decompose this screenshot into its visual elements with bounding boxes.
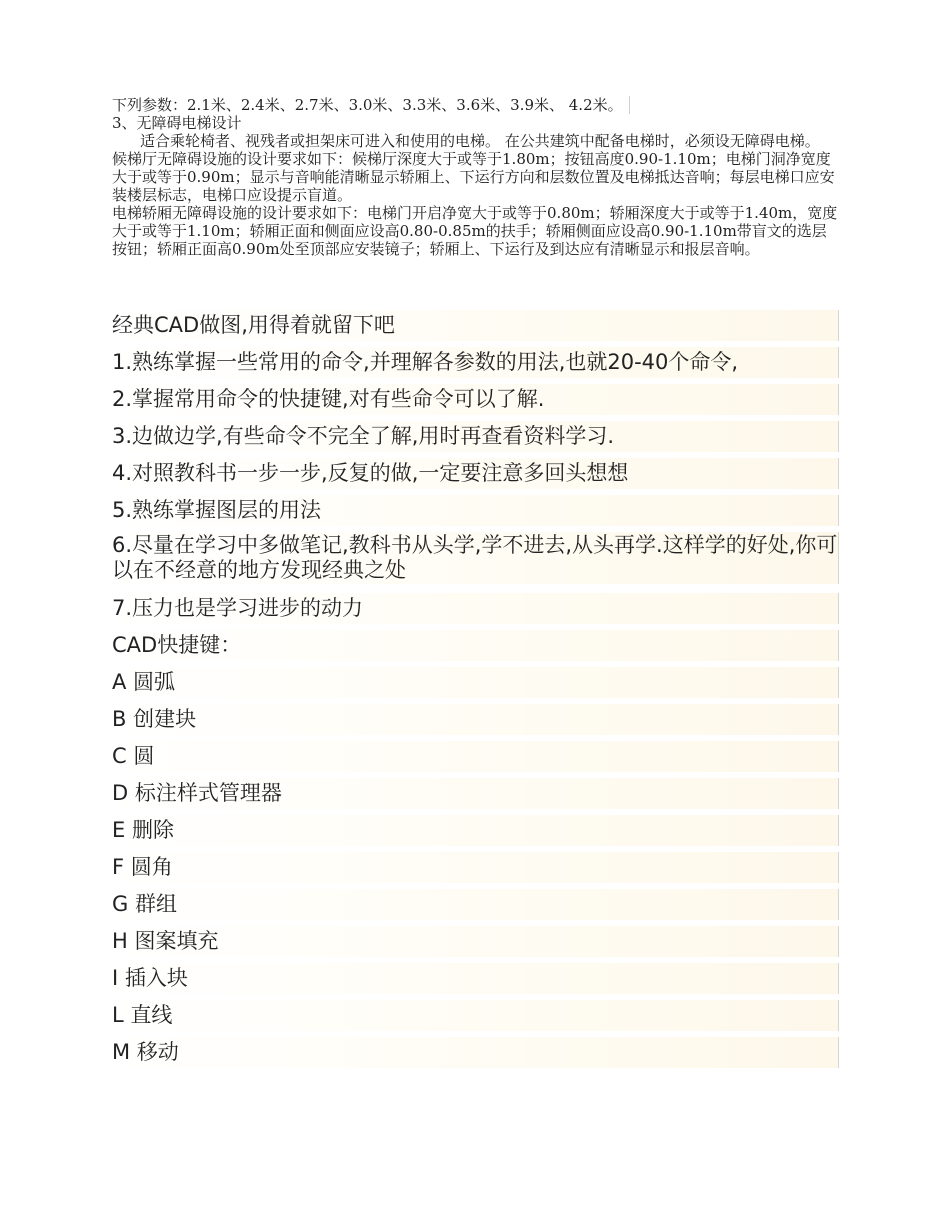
tip-item: 7.压力也是学习进步的动力	[110, 593, 839, 624]
shortcut-heading: CAD快捷键：	[110, 630, 839, 661]
cad-tips-list	[0, 310, 950, 1074]
tip-item: 2.掌握常用命令的快捷键,对有些命令可以了解.	[110, 384, 839, 415]
section-heading: 3、无障碍电梯设计	[112, 114, 242, 132]
shortcut-item: B 创建块	[110, 704, 839, 735]
tip-item: 4.对照教科书一步一步,反复的做,一定要注意多回头想想	[110, 458, 839, 489]
tip-item: 6.尽量在学习中多做笔记,教科书从头学,学不进去,从头再学.这样学的好处,你可以在不经意的地方发现经典之处	[112, 533, 838, 582]
paragraph-elevator-car: 电梯轿厢无障碍设施的设计要求如下：电梯门开启净宽大于或等于0.80m；轿厢深度大于或等于1.40m，宽度大于或等于1.10m；轿厢正面和侧面应设高0.80-0.85m的扶手；轿厢侧面应设高0.90-1.10m带盲文的选层按钮；轿厢正面高0.90m处至顶部应安装镜子；轿厢上、下运行及到达应有清晰显示和报层音响。	[112, 204, 838, 258]
tip-item: 3.边做边学,有些命令不完全了解,用时再查看资料学习.	[110, 421, 839, 452]
elevator-section	[112, 96, 840, 258]
paragraph-accessible-elevator: 适合乘轮椅者、视残者或担架床可进入和使用的电梯。 在公共建筑中配备电梯时，必须设无障碍电梯。	[140, 132, 820, 150]
shortcut-item: E 删除	[110, 815, 839, 846]
list-title: 经典CAD做图,用得着就留下吧	[110, 310, 839, 341]
parameter-line: 下列参数：2.1米、2.4米、2.7米、3.0米、3.3米、3.6米、3.9米、 4.2米。	[112, 96, 840, 114]
shortcut-item: M 移动	[110, 1037, 839, 1068]
shortcut-item: I 插入块	[110, 963, 839, 994]
tip-item: 1.熟练掌握一些常用的命令,并理解各参数的用法,也就20-40个命令,	[110, 347, 839, 378]
shortcut-item: F 圆角	[110, 852, 839, 883]
shortcut-item: H 图案填充	[110, 926, 839, 957]
tip-item: 5.熟练掌握图层的用法	[110, 495, 839, 526]
shortcut-item: C 圆	[110, 741, 839, 772]
shortcut-item: L 直线	[110, 1000, 839, 1031]
shortcut-item: D 标注样式管理器	[110, 778, 839, 809]
shortcut-item: A 圆弧	[110, 667, 839, 698]
paragraph-elevator-hall: 候梯厅无障碍设施的设计要求如下：候梯厅深度大于或等于1.80m；按钮高度0.90-1.10m；电梯门洞净宽度大于或等于0.90m；显示与音响能清晰显示轿厢上、下运行方向和层数位置及电梯抵达音响；每层电梯口应安装楼层标志，电梯口应设提示盲道。	[112, 150, 835, 204]
shortcut-item: G 群组	[110, 889, 839, 920]
